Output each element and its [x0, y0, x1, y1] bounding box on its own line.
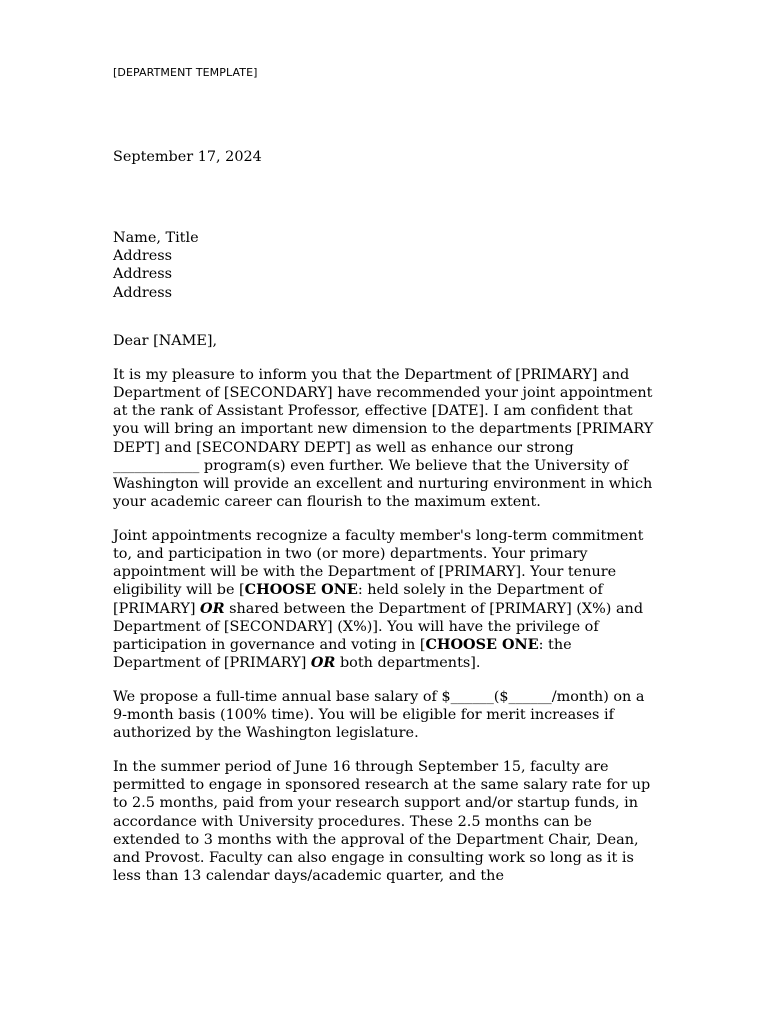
paragraph-joint-appointment — [113, 527, 661, 673]
or-emphasis: OR — [200, 599, 225, 617]
paragraph-summer-period: In the summer period of June 16 through September 15, faculty are permitted to engage in sponsored research at the same salary rate for up to 2.5 months, paid from your research support and/or startup funds, in accordance with University procedures. These 2.5 months can be extended to 3 months with the approval of the Department Chair, Dean, and Provost. Faculty can also engage in consulting work so long as it is less than 13 calendar days/academic quarter, and the — [113, 759, 651, 885]
recipient-address-line: Address — [113, 248, 172, 265]
letter-date: September 17, 2024 — [113, 149, 262, 165]
p2-text: shared between the Department of [PRIMARY] (X%) and Department of [SECONDARY] (X%)]. You will have the privilege of participation in governance and voting in [ — [113, 600, 644, 654]
p2-text: both departments]. — [335, 655, 481, 672]
recipient-address-line: Address — [113, 284, 172, 301]
paragraph-salary: We propose a full-time annual base salary of $______($______/month) on a 9-month basis (100% time). You will be eligible for merit increases if authorized by the Washington legislature. — [113, 688, 645, 742]
or-emphasis: OR — [310, 654, 336, 672]
salutation: Dear [NAME], — [113, 333, 218, 349]
recipient-address-block — [113, 229, 199, 302]
p2-text: : the Department of [PRIMARY] — [113, 637, 572, 672]
recipient-address-line: Address — [113, 266, 172, 283]
department-template-header: [DEPARTMENT TEMPLATE] — [113, 66, 258, 79]
p2-text: : held solely in the Department of [PRIMARY] — [113, 582, 603, 617]
recipient-name-title: Name, Title — [113, 230, 199, 246]
paragraph-appointment: It is my pleasure to inform you that the Department of [PRIMARY] and Department of [SECONDARY] have recommended your joint appointment at the rank of Assistant Professor, effective [DATE]. I am confident that you will bring an important new dimension to the departments [PRIMARY DEPT] and [SECONDARY DEPT] as well as enhance our strong ____________ program(s) even further. We believe that the University of Washington will provide an excellent and nurturing environment in which your academic career can flourish to the maximum extent. — [113, 366, 654, 511]
choose-one-emphasis: CHOOSE ONE — [425, 636, 539, 654]
letter-body — [113, 332, 661, 901]
choose-one-emphasis: CHOOSE ONE — [244, 581, 358, 599]
p2-text: Joint appointments recognize a faculty member's long-term commitment to, and participation in two (or more) departments. Your primary appointment will be with the Department of [PRIMARY]. Your tenure eligibility will be [ — [113, 527, 644, 599]
